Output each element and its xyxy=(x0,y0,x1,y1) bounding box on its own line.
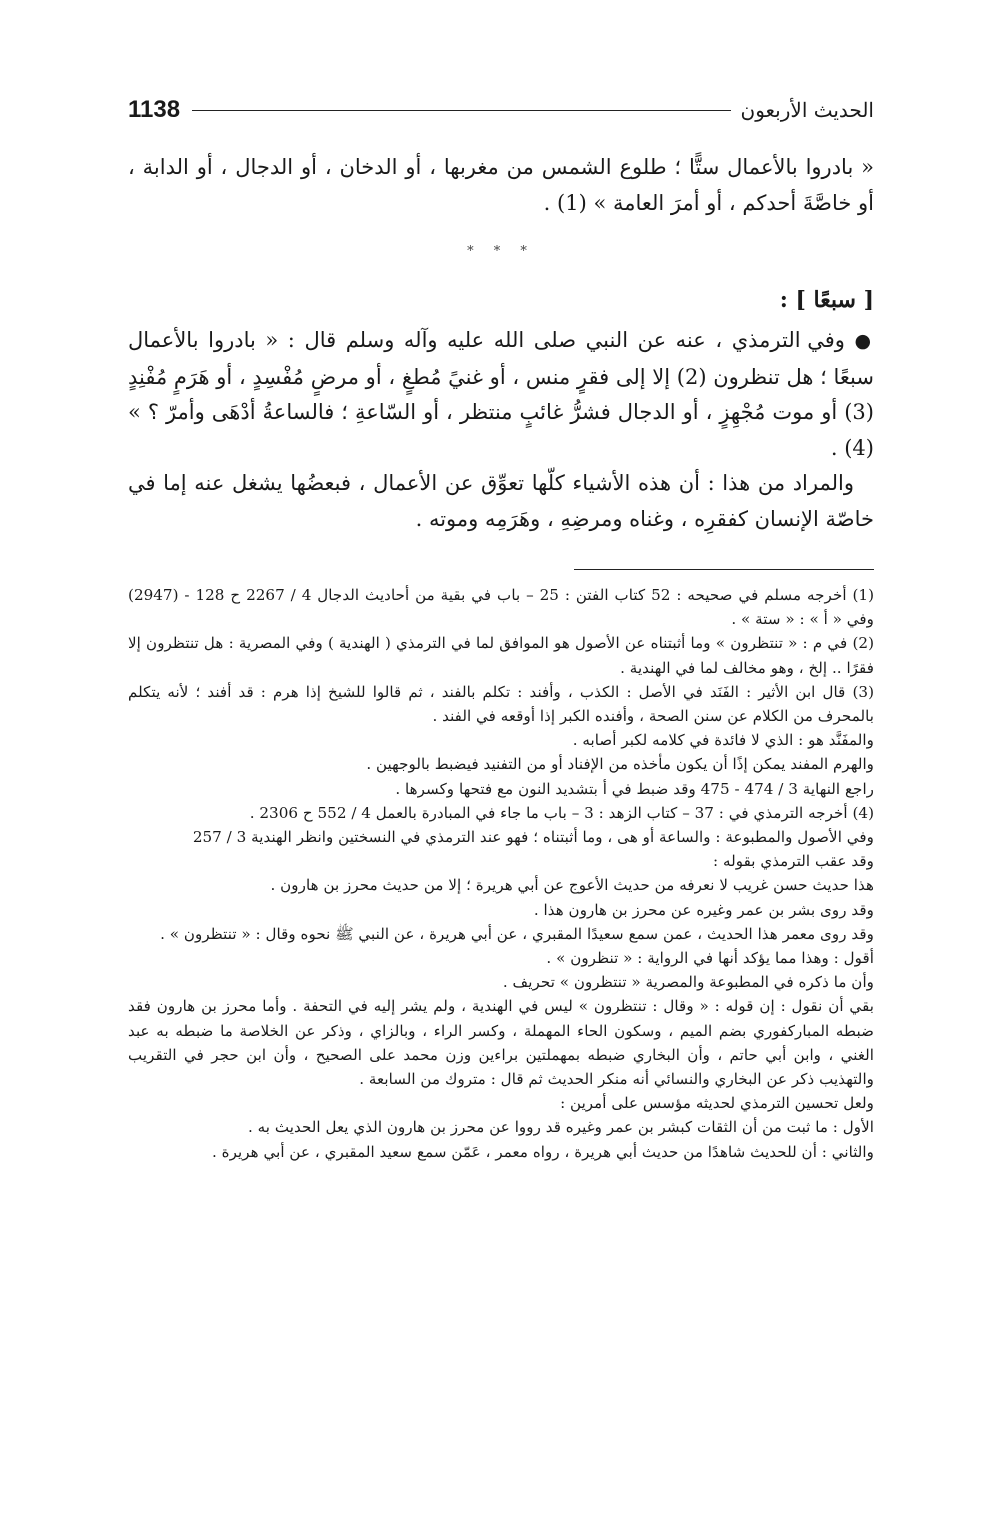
footnote: وقد روى معمر هذا الحديث ، عمن سمع سعيدًا المقبري ، عن أبي هريرة ، عن النبي ﷺ نحوه وقال : « تنتظرون » . xyxy=(160,924,874,943)
footnote: (4) أخرجه الترمذي في : 37 – كتاب الزهد : 3 – باب ما جاء في المبادرة بالعمل 4 / 552 ح 2306 . xyxy=(249,803,874,822)
footnote: راجع النهاية 3 / 474 - 475 وقد ضبط في أ بتشديد النون مع فتحها وكسرها . xyxy=(395,779,874,798)
footnote: بقي أن نقول : إن قوله : « وقال : تنتظرون » ليس في الهندية ، ولم يشر إليه في التحفة . وأما محرز بن هارون فقد ضبطه المباركفوري بضم الميم ، وسكون الحاء المهملة ، وكسر الراء ، وبالزاي ، وذكر عن الخلاصة ما ضبطه به عبد الغني ، وابن أبي حاتم ، وأن البخاري ضبطه بمهملتين براءين وزن محمد على الصحيح ، وأن ابن حجر في التقريب والتهذيب ذكر عن البخاري والنسائي أنه منكر الحديث ثم قال : متروك من السابعة . xyxy=(128,997,874,1089)
footnote: (3) قال ابن الأثير : الفَنَد في الأصل : الكذب ، وأفند : تكلم بالفند ، ثم قالوا للشيخ إذا هرم : قد أفند ؛ لأنه يتكلم بالمحرف من الكلام عن سنن الصحة ، وأفنده الكبر إذا أوقعه في الفند . xyxy=(128,682,874,726)
running-title: الحديث الأربعون xyxy=(740,98,874,122)
footnote: وأن ما ذكره في المطبوعة والمصرية « تنتظرون » تحريف . xyxy=(502,973,874,992)
footnote: والهرم المفند يمكن إذًا أن يكون مأخذه من الإفناد أو من التفنيد فيضبط بالوجهين . xyxy=(366,755,874,774)
footnote: وقد عقب الترمذي بقوله : xyxy=(713,852,874,871)
bullet-icon: ● xyxy=(854,330,874,352)
footnote: أقول : وهذا مما يؤكد أنها في الرواية : « تنظرون » . xyxy=(546,949,874,968)
footnote: والثاني : أن للحديث شاهدًا من حديث أبي هريرة ، رواه معمر ، عَمّن سمع سعيد المقبري ، عن أبي هريرة . xyxy=(212,1142,874,1161)
hadith-text: وفي الترمذي ، عنه عن النبي صلى الله عليه وآله وسلم قال : « بادروا بالأعمال سبعًا ؛ هل تنظرون (2) إلا إلى فقرٍ منس ، أو غنيً مُطغٍ ، أو مرضٍ مُفْسِدٍ ، أو هَرَمٍ مُفْنِدٍ (3) أو موت مُجْهِزٍ ، أو الدجال فشرُّ غائبٍ منتظر ، أو السّاعةِ ؛ فالساعةُ أدْهَى وأمرّ ؟ » (4) . xyxy=(128,328,874,460)
footnote: وقد روى بشر بن عمر وغيره عن محرز بن هارون هذا . xyxy=(533,900,874,919)
header-rule xyxy=(192,110,730,111)
footnote: ولعل تحسين الترمذي لحديثه مؤسس على أمرين : xyxy=(560,1094,874,1113)
explanation-paragraph: والمراد من هذا : أن هذه الأشياء كلّها تعوِّق عن الأعمال ، فبعضُها يشغل عنه إما في خاصّة الإنسان كفقرِه ، وغناه ومرضِهِ ، وهَرَمِه وموته . xyxy=(128,471,874,531)
hadith-paragraph: « بادروا بالأعمال ستًّا ؛ طلوع الشمس من مغربها ، أو الدخان ، أو الدجال ، أو الدابة ، أو خاصَّةَ أحدكم ، أو أمرَ العامة » (1) . xyxy=(128,155,875,215)
footnote: الأول : ما ثبت من أن الثقات كبشر بن عمر وغيره قد رووا عن محرز بن هارون الذي يعل الحديث به . xyxy=(248,1118,874,1137)
footnote: (2) في م : « تنتظرون » وما أثبتناه عن الأصول هو الموافق لما في الترمذي ( الهندية ) وفي المصرية : هل تنتظرون إلا فقرًا .. إلخ ، وهو مخالف لما في الهندية . xyxy=(128,634,874,677)
footnote: والمفَنَّد هو : الذي لا فائدة في كلامه لكبر أصابه . xyxy=(572,731,874,750)
section-heading: [ سبعًا ] : xyxy=(779,287,874,313)
page-header xyxy=(128,92,874,128)
section-separator: * * * xyxy=(467,244,535,259)
footnote: هذا حديث حسن غريب لا نعرفه من حديث الأعوج عن أبي هريرة ؛ إلا من حديث محرز بن هارون . xyxy=(270,876,874,895)
main-text xyxy=(128,150,874,537)
page-number: 1138 xyxy=(128,96,181,123)
footnote: (1) أخرجه مسلم في صحيحه : 52 كتاب الفتن : 25 – باب في بقية من أحاديث الدجال 4 / 2267 ح 128 - (2947) وفي « أ » : « ستة » . xyxy=(128,586,874,629)
footnotes xyxy=(128,583,874,1164)
footnote: وفي الأصول والمطبوعة : والساعة أو هى ، وما أثبتناه ؛ فهو عند الترمذي في النسختين وانظر الهندية 3 / 257 xyxy=(192,828,874,847)
hadith-paragraph-2 xyxy=(128,323,874,466)
footnote-divider xyxy=(574,569,874,570)
